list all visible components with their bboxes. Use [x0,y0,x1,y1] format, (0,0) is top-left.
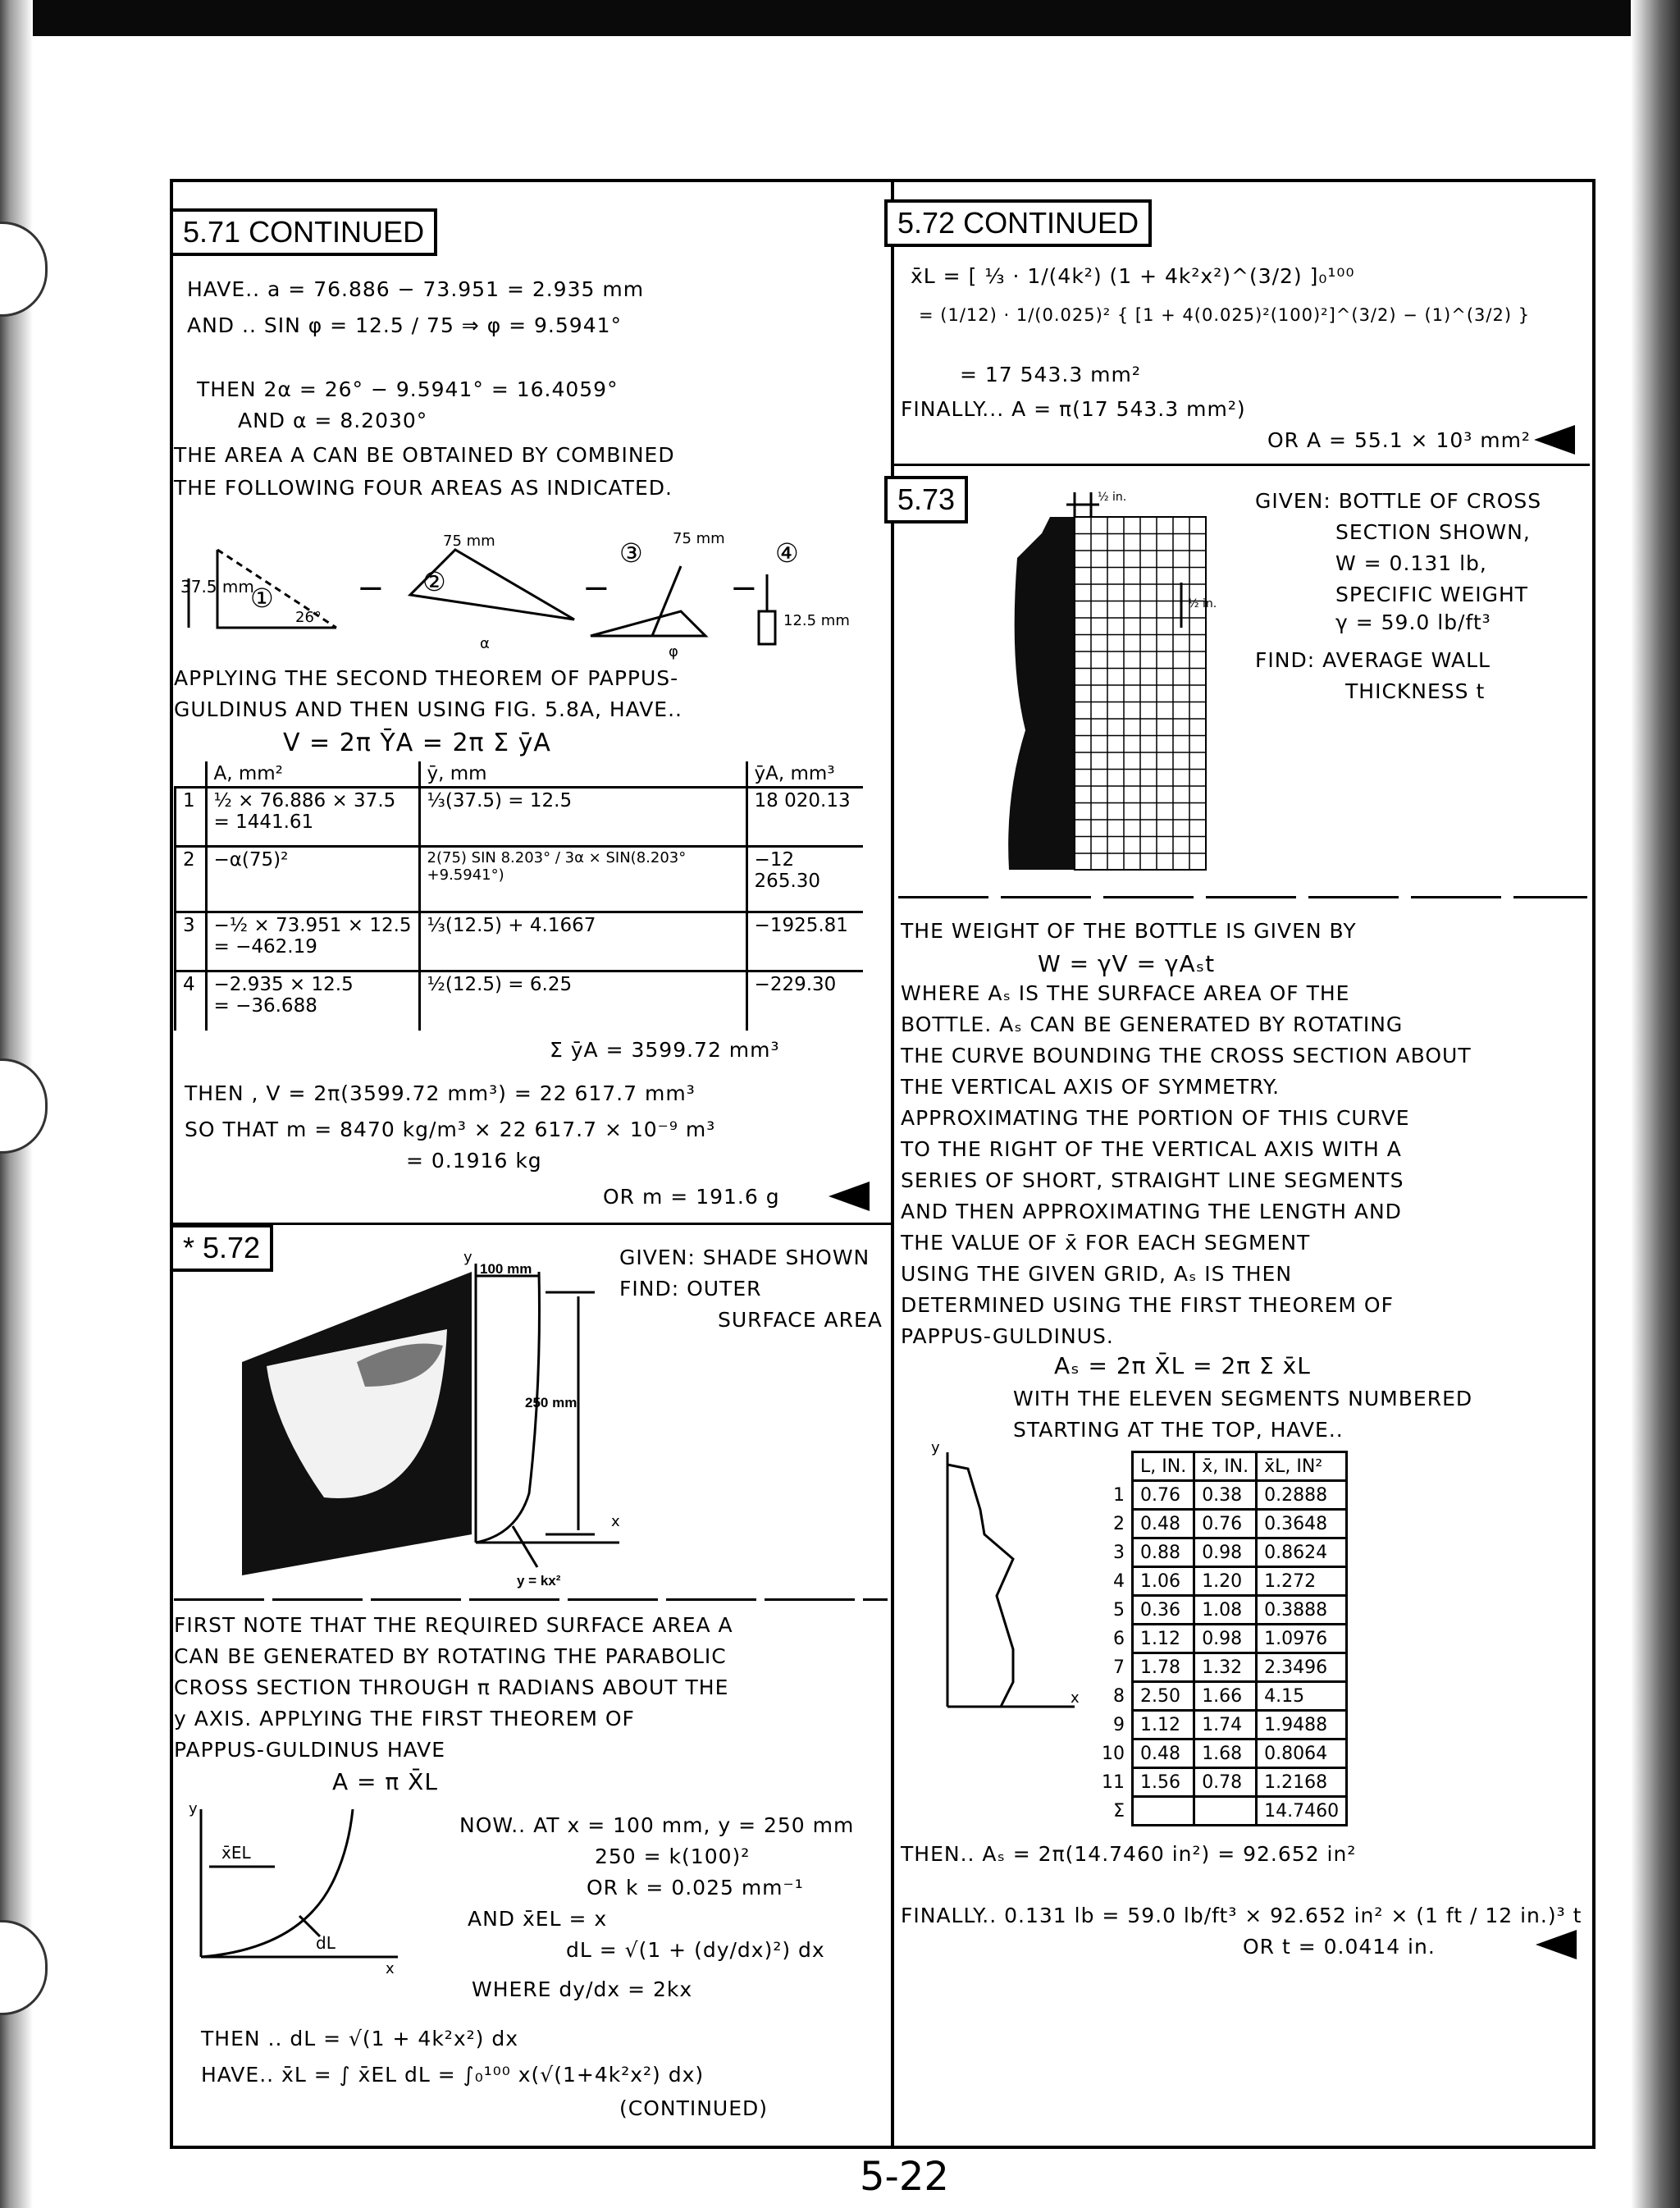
seg-xl: 4.15 [1257,1682,1347,1711]
seg-xl: 1.2168 [1257,1768,1347,1797]
th-ybar: ȳ, mm [419,761,746,788]
seg-l: 0.76 [1133,1481,1194,1510]
area-line-1: THE AREA A CAN BE OBTAINED BY COMBINED [174,443,675,467]
curve-label: y = kx² [517,1573,561,1589]
table-row [1095,1481,1347,1510]
seg-xbar: 1.68 [1194,1739,1257,1768]
answer-arrow-icon [1536,1930,1577,1959]
binder-hole [0,1920,48,2015]
seg-l: 1.12 [1133,1711,1194,1739]
row-4-ybar: ½(12.5) = 6.25 [419,971,746,1031]
note-4: y AXIS. APPLYING THE FIRST THEOREM OF [174,1707,635,1730]
mass-value: = 0.1916 kg [406,1149,542,1173]
label-c4: ④ [775,537,799,569]
binder-hole [0,222,48,317]
header-5-71: 5.71 CONTINUED [170,208,437,256]
table-row [1095,1653,1347,1682]
body-13: PAPPUS-GULDINUS. [901,1324,1114,1348]
seg-xbar: 0.76 [1194,1510,1257,1538]
body-6: APPROXIMATING THE PORTION OF THIS CURVE [901,1106,1410,1130]
scan-right-edge [1631,0,1680,2208]
table-row [1095,1510,1347,1538]
body-9: AND THEN APPROXIMATING THE LENGTH AND [901,1200,1402,1223]
row-3-ya: −1925.81 [746,912,863,971]
and-sin: AND .. SIN φ = 12.5 / 75 ⇒ φ = 9.5941° [187,313,623,337]
sketch-axis-y: y [189,1800,198,1817]
element-sketch [176,1801,406,1982]
seg-xbar: 0.98 [1194,1538,1257,1567]
given-4: SPECIFIC WEIGHT [1335,583,1529,606]
row-1-area: ½ × 76.886 × 37.5 = 1441.61 [206,788,419,847]
body-1: W = γV = γAₛt [1038,950,1216,977]
seg-xbar: 0.38 [1194,1481,1257,1510]
seg-xl: 0.2888 [1257,1481,1347,1510]
body-14: Aₛ = 2π X̄L = 2π Σ x̄L [1054,1352,1311,1379]
bottle-figure [1001,484,1217,878]
minus-1: − [357,569,385,607]
seg-num: 10 [1095,1739,1133,1768]
area-answer: OR A = 55.1 × 10³ mm² [1267,428,1531,452]
body-12: DETERMINED USING THE FIRST THEOREM OF [901,1293,1394,1317]
seg-num: 1 [1095,1481,1133,1510]
seg-l [1133,1797,1194,1826]
dim-half-in-top: ½ in. [1098,491,1127,504]
segment-sketch [923,1436,1087,1715]
seg-num: 8 [1095,1682,1133,1711]
scan-top-edge [0,0,1680,36]
row-4-num: 4 [176,971,207,1031]
row-1-num: 1 [176,788,207,847]
so-mass: SO THAT m = 8470 kg/m³ × 22 617.7 × 10⁻⁹ m³ [185,1118,716,1141]
row-4-area: −2.935 × 12.5 = −36.688 [206,971,419,1031]
seg-axis-x: x [1071,1689,1080,1707]
body-16: STARTING AT THE TOP, HAVE.. [1013,1418,1344,1442]
seg-l: 1.06 [1133,1567,1194,1596]
table-row [1095,1682,1347,1711]
seg-l: 1.78 [1133,1653,1194,1682]
table-row [1095,1538,1347,1567]
seg-num: 5 [1095,1596,1133,1625]
seg-num: 11 [1095,1768,1133,1797]
dim-100: 100 mm [480,1261,532,1277]
seg-num: Σ [1095,1797,1133,1826]
segments-table [1095,1451,1348,1826]
then-volume: THEN , V = 2π(3599.72 mm³) = 22 617.7 mm³ [185,1081,696,1105]
binder-hole [0,1058,48,1154]
find-2: THICKNESS t [1345,679,1486,703]
body-4: THE CURVE BOUNDING THE CROSS SECTION ABOUT [901,1044,1472,1067]
seg-l: 0.48 [1133,1510,1194,1538]
row-3-area: −½ × 73.951 × 12.5 = −462.19 [206,912,419,971]
sketch-axis-x: x [386,1960,395,1977]
dl-equation: dL = √(1 + (dy/dx)²) dx [566,1938,825,1962]
seg-xl: 2.3496 [1257,1653,1347,1682]
volume-formula: V = 2π ȲA = 2π Σ ȳA [283,729,551,757]
find-1: FIND: AVERAGE WALL [1255,648,1491,672]
body-11: USING THE GIVEN GRID, Aₛ IS THEN [901,1262,1293,1286]
where-dydx: WHERE dy/dx = 2kx [472,1977,693,2001]
table-row [1095,1625,1347,1653]
body-3: BOTTLE. Aₛ CAN BE GENERATED BY ROTATING [901,1013,1404,1036]
seg-num: 4 [1095,1567,1133,1596]
mass-answer: OR m = 191.6 g [603,1185,780,1209]
seg-th-l: L, IN. [1133,1452,1194,1481]
minus-2: − [582,569,610,607]
seg-xbar: 1.66 [1194,1682,1257,1711]
row-2-num: 2 [176,847,207,912]
given-5: γ = 59.0 lb/ft³ [1335,610,1491,634]
divider-5-72 [892,464,1590,466]
header-5-73: 5.73 [884,476,968,523]
table-row [1095,1768,1347,1797]
row-2-ya: −12 265.30 [746,847,863,912]
seg-xl: 1.0976 [1257,1625,1347,1653]
seg-num: 9 [1095,1711,1133,1739]
body-7: TO THE RIGHT OF THE VERTICAL AXIS WITH A [901,1137,1402,1161]
area-3-shape [591,611,705,636]
seg-xbar [1194,1797,1257,1826]
area-line-2: THE FOLLOWING FOUR AREAS AS INDICATED. [174,476,673,500]
page-number: 5-22 [860,2154,949,2200]
area-equation: A = π X̄L [332,1768,438,1795]
now-line-2: 250 = k(100)² [595,1845,751,1868]
finally-area: FINALLY... A = π(17 543.3 mm²) [901,397,1246,421]
seg-xbar: 1.32 [1194,1653,1257,1682]
row-1-ybar: ⅓(37.5) = 12.5 [419,788,746,847]
sketch-dl: dL [316,1933,336,1953]
seg-l: 1.56 [1133,1768,1194,1797]
angle-phi: φ [669,643,678,661]
body-2: WHERE Aₛ IS THE SURFACE AREA OF THE [901,981,1350,1005]
seg-xbar: 0.78 [1194,1768,1257,1797]
seg-l: 0.36 [1133,1596,1194,1625]
row-2-ybar: 2(75) SIN 8.203° / 3α × SIN(8.203°+9.5941°) [419,847,746,912]
seg-xbar: 0.98 [1194,1625,1257,1653]
and-alpha: AND α = 8.2030° [238,409,428,432]
continued-note: (CONTINUED) [619,2096,769,2120]
finally-weight: FINALLY.. 0.131 lb = 59.0 lb/ft³ × 92.652 in² × (1 ft / 12 in.)³ t [901,1904,1582,1927]
xl-line-3: = 17 543.3 mm² [960,363,1141,386]
table-row [1095,1797,1347,1826]
header-5-72: * 5.72 [170,1224,273,1272]
areas-table [174,761,863,1031]
now-line-3: OR k = 0.025 mm⁻¹ [587,1876,804,1899]
answer-arrow-icon [829,1182,870,1211]
row-1-ya: 18 020.13 [746,788,863,847]
note-3: CROSS SECTION THROUGH π RADIANS ABOUT THE [174,1675,729,1699]
body-10: THE VALUE OF x̄ FOR EACH SEGMENT [901,1231,1311,1255]
seg-xl: 0.8064 [1257,1739,1347,1768]
body-0: THE WEIGHT OF THE BOTTLE IS GIVEN BY [901,919,1357,943]
note-5: PAPPUS-GULDINUS HAVE [174,1738,446,1762]
given-2: SECTION SHOWN, [1335,520,1531,544]
minus-3: − [730,569,758,607]
answer-arrow-icon [1534,425,1575,455]
seg-num: 3 [1095,1538,1133,1567]
table-row [1095,1596,1347,1625]
th-area: A, mm² [206,761,419,788]
angle-alpha: α [480,635,490,652]
and-xel: AND x̄EL = x [468,1907,608,1931]
header-5-72-cont: 5.72 CONTINUED [884,199,1152,247]
label-c2: ② [422,566,446,597]
seg-xbar: 1.08 [1194,1596,1257,1625]
seg-xbar: 1.74 [1194,1711,1257,1739]
xl-line-1: x̄L = [ ⅓ · 1/(4k²) (1 + 4k²x²)^(3/2) ]₀¹⁰⁰ [911,264,1355,288]
seg-l: 0.48 [1133,1739,1194,1768]
sum-ya: Σ ȳA = 3599.72 mm³ [550,1038,780,1062]
seg-xl: 1.272 [1257,1567,1347,1596]
column-divider [891,179,894,2146]
axis-y: y [463,1249,472,1266]
seg-xl: 0.8624 [1257,1538,1347,1567]
label-c3: ③ [619,537,643,569]
find-5-72: FIND: OUTER [619,1277,762,1301]
seg-xl: 14.7460 [1257,1797,1347,1826]
then-as: THEN.. Aₛ = 2π(14.7460 in²) = 92.652 in² [901,1842,1357,1866]
given-1: GIVEN: BOTTLE OF CROSS [1255,489,1542,513]
dim-250: 250 mm [525,1395,578,1410]
divider-5-71 [170,1223,892,1225]
seg-xl: 1.9488 [1257,1711,1347,1739]
dashed-divider [898,896,1587,898]
row-3-num: 3 [176,912,207,971]
seg-axis-y: y [931,1439,940,1456]
th-ya: ȳA, mm³ [746,761,863,788]
given-3: W = 0.131 lb, [1335,551,1487,575]
seg-xl: 0.3648 [1257,1510,1347,1538]
table-row [1095,1711,1347,1739]
dim-37-5: 37.5 mm [180,577,254,597]
row-4-ya: −229.30 [746,971,863,1031]
label-c1: ① [250,583,274,614]
dim-75-a: 75 mm [443,533,495,550]
dim-75-b: 75 mm [673,530,725,547]
have-a: HAVE.. a = 76.886 − 73.951 = 2.935 mm [187,277,645,301]
seg-th-xbar: x̄, IN. [1194,1452,1257,1481]
have-xl: HAVE.. x̄L = ∫ x̄EL dL = ∫₀¹⁰⁰ x(√(1+4k²x²) dx) [201,2063,705,2087]
dashed-divider [174,1598,888,1601]
dim-half-in-side: ½ in. [1188,597,1217,610]
row-3-ybar: ⅓(12.5) + 4.1667 [419,912,746,971]
seg-xl: 0.3888 [1257,1596,1347,1625]
body-15: WITH THE ELEVEN SEGMENTS NUMBERED [1013,1387,1473,1410]
seg-l: 1.12 [1133,1625,1194,1653]
seg-l: 2.50 [1133,1682,1194,1711]
row-2-area: −α(75)² [206,847,419,912]
given-5-72: GIVEN: SHADE SHOWN [619,1246,870,1269]
seg-num: 2 [1095,1510,1133,1538]
xl-line-2: = (1/12) · 1/(0.025)² { [1 + 4(0.025)²(100)²]^(3/2) − (1)^(3/2) } [919,305,1531,325]
now-line-1: NOW.. AT x = 100 mm, y = 250 mm [459,1813,855,1837]
seg-xbar: 1.20 [1194,1567,1257,1596]
area-sketches [172,525,886,661]
dim-12-5: 12.5 mm [783,612,850,629]
angle-26: 26° [295,609,322,626]
pappus-line-2: GULDINUS AND THEN USING FIG. 5.8A, HAVE.. [174,697,682,721]
note-2: CAN BE GENERATED BY ROTATING THE PARABOLIC [174,1644,727,1668]
pappus-line-1: APPLYING THE SECOND THEOREM OF PAPPUS- [174,666,679,690]
table-row [1095,1739,1347,1768]
bottle-image [1008,517,1075,870]
sketch-xel: x̄EL [221,1843,251,1863]
find-5-72-b: SURFACE AREA [718,1308,883,1332]
then-dl: THEN .. dL = √(1 + 4k²x²) dx [201,2027,519,2050]
then-2a: THEN 2α = 26° − 9.5941° = 16.4059° [197,377,619,401]
seg-num: 7 [1095,1653,1133,1682]
seg-l: 0.88 [1133,1538,1194,1567]
body-5: THE VERTICAL AXIS OF SYMMETRY. [901,1075,1281,1099]
seg-num: 6 [1095,1625,1133,1653]
area-4-shape [759,611,775,644]
seg-th-xl: x̄L, IN² [1257,1452,1347,1481]
note-1: FIRST NOTE THAT THE REQUIRED SURFACE AREA A [174,1613,733,1637]
table-row [1095,1567,1347,1596]
thickness-answer: OR t = 0.0414 in. [1243,1935,1436,1959]
body-8: SERIES OF SHORT, STRAIGHT LINE SEGMENTS [901,1168,1404,1192]
axis-x: x [611,1513,620,1530]
